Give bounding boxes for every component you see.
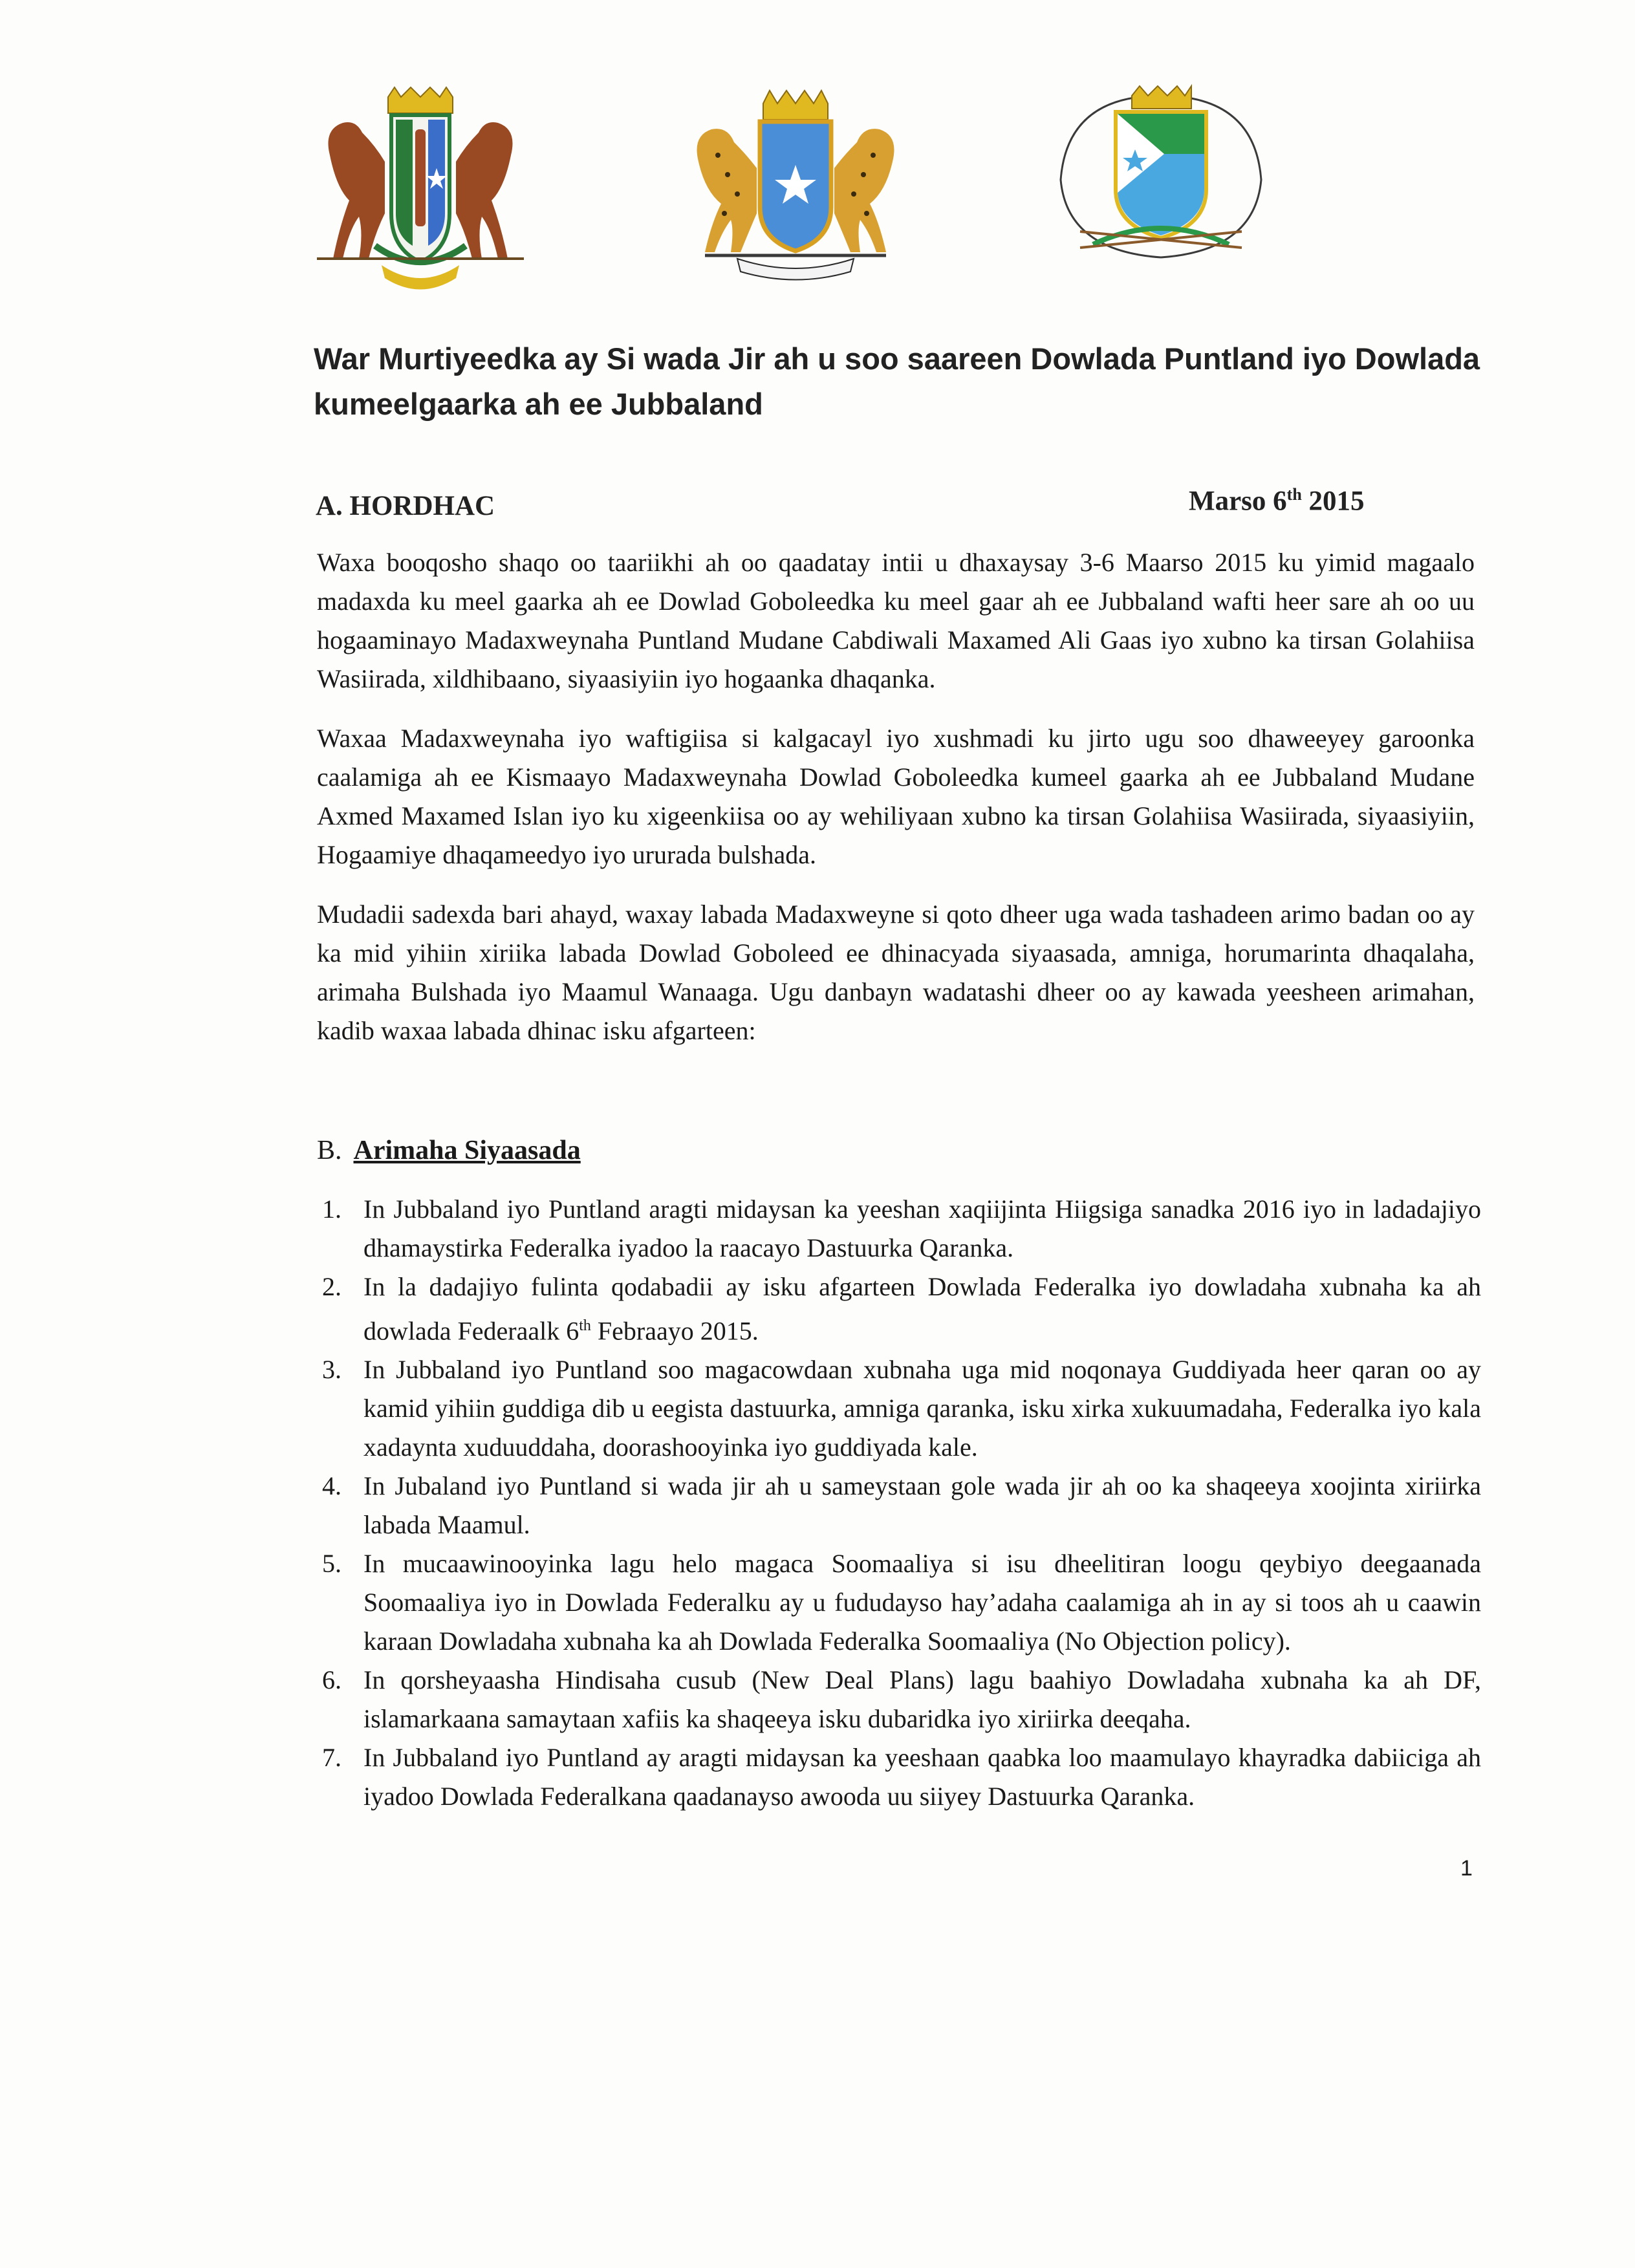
- section-b-heading: [317, 1135, 581, 1166]
- list-item-text: In Jubbaland iyo Puntland ay aragti midaysan ka yeeshaan qaabka loo maamulayo khayradka dabiiciga ah iyadoo Dowlada Federalkana qaadanayso awooda uu siiyey Dastuurka Qaranka.: [363, 1743, 1481, 1811]
- paragraph-2: Waxaa Madaxweynaha iyo waftigiisa si kalgacayl iyo xushmadi ku jirto ugu soo dhaweeyey garoonka caalamiga ah ee Kismaayo Madaxweynaha Dowlad Goboleedka kumeel gaarka ah ee Jubbaland Mudane Axmed Maxamed Islan iyo ku xigeenkiisa oo ay wehiliyaan xubno ka tirsan Golahiisa Wasiirada, siyaasiyiin, Hogaamiye dhaqameedyo iyo ururada bulshada.: [317, 724, 1475, 869]
- list-item-text: In Jubbaland iyo Puntland aragti midaysan ka yeeshan xaqiijinta Hiigsiga sanadka 2016 iyo in ladadajiyo dhamaystirka Federalka iyadoo la raacayo Dastuurka Qaranka.: [363, 1194, 1481, 1262]
- list-item-number: 4.: [322, 1471, 341, 1501]
- section-a-heading: A. HORDHAC: [316, 491, 495, 521]
- list-item: [317, 1268, 1481, 1350]
- list-item-text: In Jubbaland iyo Puntland soo magacowdaan xubnaha uga mid noqonaya Guddiyada heer qaran oo ay kamid yihiin guddiga dib u eegista dastuurka, amniga qaranka, isku xirka xukuumadaha, Federalka iyo kala xadaynta xuduuddaha, doorashooyinka iyo guddiyada kale.: [363, 1355, 1481, 1462]
- list-item-number: 3.: [322, 1355, 341, 1385]
- list-item-number: 2.: [322, 1272, 341, 1301]
- list-item: [317, 1350, 1481, 1467]
- section-b-title: Arimaha Siyaasada: [353, 1136, 581, 1165]
- page-number: 1: [1460, 1856, 1473, 1881]
- list-item-number: 6.: [322, 1665, 341, 1695]
- document-date: [1189, 485, 1365, 517]
- paragraph-1: Waxa booqosho shaqo oo taariikhi ah oo qaadatay intii u dhaxaysay 3-6 Maarso 2015 ku yimid magaalo madaxda ku meel gaarka ah ee Dowlad Goboleedka ku meel gaar ah ee Jubbaland wafti heer sare ah oo uu hogaaminayo Madaxweynaha Puntland Mudane Cabdiwali Maxamed Ali Gaas iyo xubno ka tirsan Golahiisa Wasiirada, xildhibaano, siyaasiyiin iyo hogaanka dhaqanka.: [317, 548, 1475, 693]
- list-item-text-after: Febraayo 2015.: [590, 1316, 759, 1346]
- list-item: [317, 1738, 1481, 1816]
- somalia-emblem-icon: [666, 84, 925, 288]
- resolution-list: [317, 1190, 1481, 1816]
- list-item-text: In Jubaland iyo Puntland si wada jir ah u sameystaan gole wada jir ah oo ka shaqeeya xoojinta xiriirka labada Maamul.: [363, 1471, 1481, 1540]
- list-item: [317, 1544, 1481, 1661]
- list-item: [317, 1190, 1481, 1268]
- jubbaland-emblem-icon: [1041, 83, 1281, 277]
- list-item-number: 5.: [322, 1549, 341, 1579]
- date-sup: th: [1286, 485, 1302, 504]
- list-item: [317, 1661, 1481, 1738]
- list-item-number: 7.: [322, 1743, 341, 1773]
- list-item: [317, 1467, 1481, 1544]
- paragraph-3: Mudadii sadexda bari ahayd, waxay labada Madaxweyne si qoto dheer uga wada tashadeen arimo badan oo ay ka mid yihiin xiriika labada Dowlad Goboleed ee dhinacyada siyaasada, amniga, horumarinta dhaqalaha, arimaha Bulshada iyo Maamul Wanaaga. Ugu danbayn wadatashi dheer oo ay kawada yeesheen arimahan, kadib waxaa labada dhinac isku afgarteen:: [317, 900, 1475, 1045]
- puntland-emblem-icon: [304, 84, 537, 307]
- date-prefix: Marso 6: [1189, 486, 1287, 517]
- list-item-number: 1.: [322, 1194, 341, 1224]
- section-b-letter: B.: [317, 1136, 342, 1165]
- list-item-text: In qorsheyaasha Hindisaha cusub (New Deal Plans) lagu baahiyo Dowladaha xubnaha ka ah DF, islamarkaana samaytaan xafiis ka shaqeeya isku dubaridka iyo xiriirka deeqaha.: [363, 1665, 1481, 1734]
- document-title: War Murtiyeedka ay Si wada Jir ah u soo saareen Dowlada Puntland iyo Dowlada kumeelgaarka ah ee Jubbaland: [314, 341, 1480, 421]
- list-item-sup: th: [579, 1317, 591, 1334]
- list-item-text: In mucaawinooyinka lagu helo magaca Soomaaliya si isu dheelitiran loogu qeybiyo deegaanada Soomaaliya iyo in Dowlada Federalku ay u fududayso hay’adaha caalamiga ah in ay si toos ah u caawin karaan Dowladaha xubnaha ka ah Dowlada Federalka Soomaaliya (No Objection policy).: [363, 1549, 1481, 1656]
- date-suffix: 2015: [1301, 486, 1365, 517]
- list-item-text: In la dadajiyo fulinta qodabadii ay isku afgarteen Dowlada Federalka iyo dowladaha xubnaha ka ah dowlada Federaalk 6: [363, 1272, 1481, 1346]
